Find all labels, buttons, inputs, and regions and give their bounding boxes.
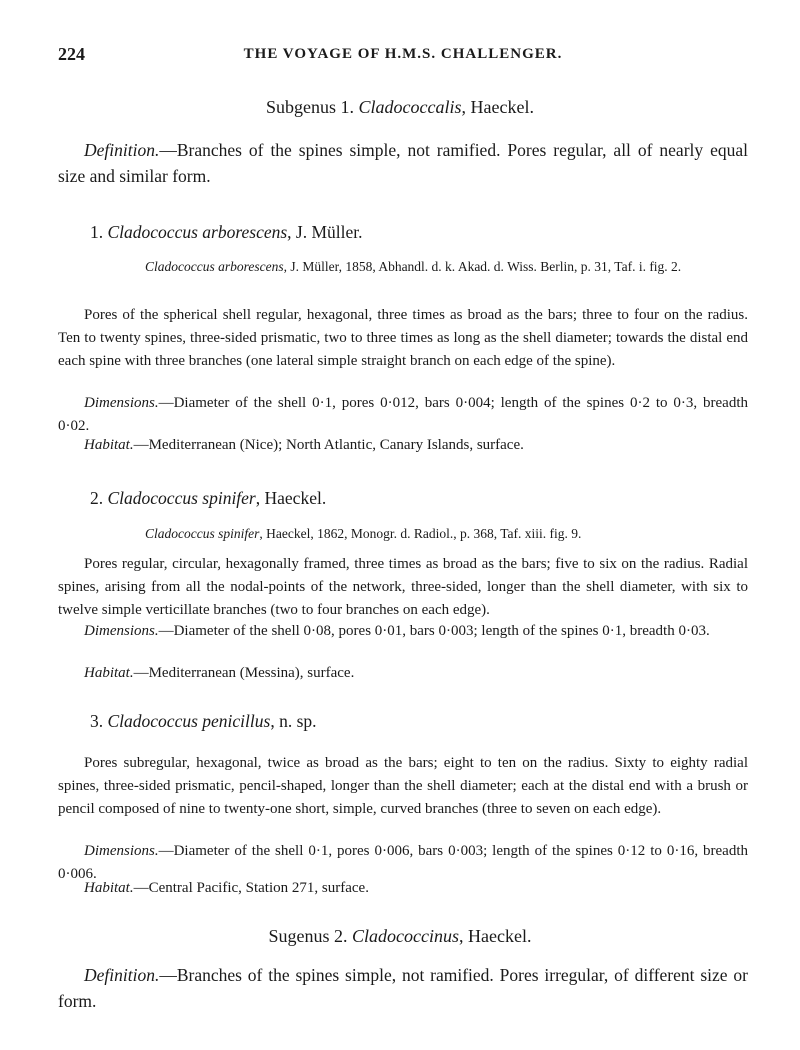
species-1-description: Pores of the spherical shell regular, hexagonal, three times as broad as the bars; three to four on the radius. Ten to twenty spines, three-sided prismatic, two to three times as long as the shell diameter; towards the distal end each spine with three branches (one lateral simple straight branch on each edge of the spine).: [58, 307, 748, 369]
dimensions-label: Dimensions.: [84, 623, 159, 639]
species-1-habitat: [58, 434, 748, 457]
habitat-text: —Mediterranean (Nice); North Atlantic, Canary Islands, surface.: [133, 437, 524, 453]
species-number: 2.: [90, 488, 104, 508]
species-author: , Haeckel.: [255, 488, 327, 508]
subgenus-2-definition: [58, 962, 748, 1014]
subgenus-2-name: Cladococcinus: [352, 926, 460, 946]
species-3-habitat: [58, 877, 748, 900]
subgenus-2-prefix: Sugenus 2.: [268, 926, 348, 946]
species-author: , J. Müller.: [287, 222, 363, 242]
page-number: 224: [58, 44, 85, 64]
species-name: Cladococcus penicillus: [107, 711, 271, 731]
habitat-text: —Mediterranean (Messina), surface.: [133, 665, 355, 681]
species-2-description: Pores regular, circular, hexagonally framed, three times as broad as the bars; five to six on the radius. Radial spines, arising from all the nodal-points of the network, three-sided, longer than the shell diameter, with six to twelve simple verticillate branches (two to four branches on each edge).: [58, 556, 748, 618]
dimensions-text: —Diameter of the shell 0·1, pores 0·012, bars 0·004; length of the spines 0·2 to 0·3, breadth 0·02.: [58, 395, 748, 434]
definition-text: —Branches of the spines simple, not ramified. Pores irregular, of different size or form.: [58, 965, 748, 1011]
habitat-label: Habitat.: [84, 880, 134, 896]
species-2-habitat: [58, 662, 748, 685]
species-1-dimensions: [58, 392, 748, 438]
dimensions-label: Dimensions.: [84, 395, 159, 411]
dimensions-label: Dimensions.: [84, 843, 159, 859]
species-3-description: Pores subregular, hexagonal, twice as broad as the bars; eight to ten on the radius. Sixty to eighty radial spines, three-sided prismatic, pencil-shaped, longer than the shell diameter; each at the distal end with a brush or pencil composed of nine to twenty-one short, simple, curved branches (three to seven on each edge).: [58, 755, 748, 817]
definition-text: —Branches of the spines simple, not ramified. Pores regular, all of nearly equal size and similar form.: [58, 140, 748, 186]
species-2-citation: [145, 523, 748, 545]
citation-name: Cladococcus spinifer: [145, 526, 260, 541]
subgenus-1-author: , Haeckel.: [461, 97, 534, 117]
definition-label: Definition.: [84, 965, 160, 985]
species-number: 1.: [90, 222, 104, 242]
subgenus-1-definition: [58, 137, 748, 189]
habitat-text: —Central Pacific, Station 271, surface.: [133, 880, 369, 896]
species-author: , n. sp.: [270, 711, 317, 731]
species-2-heading: [90, 488, 326, 509]
species-number: 3.: [90, 711, 104, 731]
species-name: Cladococcus spinifer: [107, 488, 256, 508]
habitat-label: Habitat.: [84, 665, 134, 681]
species-2-dimensions: [58, 620, 748, 643]
subgenus-1-name: Cladococcalis: [358, 97, 462, 117]
species-1-heading: [90, 222, 363, 243]
dimensions-text: —Diameter of the shell 0·08, pores 0·01, bars 0·003; length of the spines 0·1, breadth 0·03.: [158, 623, 710, 639]
running-head: [58, 44, 748, 68]
subgenus-2-author: , Haeckel.: [459, 926, 532, 946]
citation-name: Cladococcus arborescens: [145, 259, 284, 274]
citation-text: , J. Müller, 1858, Abhandl. d. k. Akad. d. Wiss. Berlin, p. 31, Taf. i. fig. 2.: [283, 259, 682, 274]
subgenus-2-heading: [0, 926, 800, 947]
subgenus-1-prefix: Subgenus 1.: [266, 97, 355, 117]
definition-label: Definition.: [84, 140, 160, 160]
citation-text: , Haeckel, 1862, Monogr. d. Radiol., p. 368, Taf. xiii. fig. 9.: [259, 526, 582, 541]
species-1-citation: [145, 256, 748, 278]
species-3-heading: [90, 711, 317, 732]
habitat-label: Habitat.: [84, 437, 134, 453]
subgenus-1-heading: [0, 97, 800, 118]
running-title: THE VOYAGE OF H.M.S. CHALLENGER.: [243, 46, 563, 62]
dimensions-text: —Diameter of the shell 0·1, pores 0·006, bars 0·003; length of the spines 0·12 to 0·16, breadth 0·006.: [58, 843, 748, 882]
species-name: Cladococcus arborescens: [107, 222, 288, 242]
